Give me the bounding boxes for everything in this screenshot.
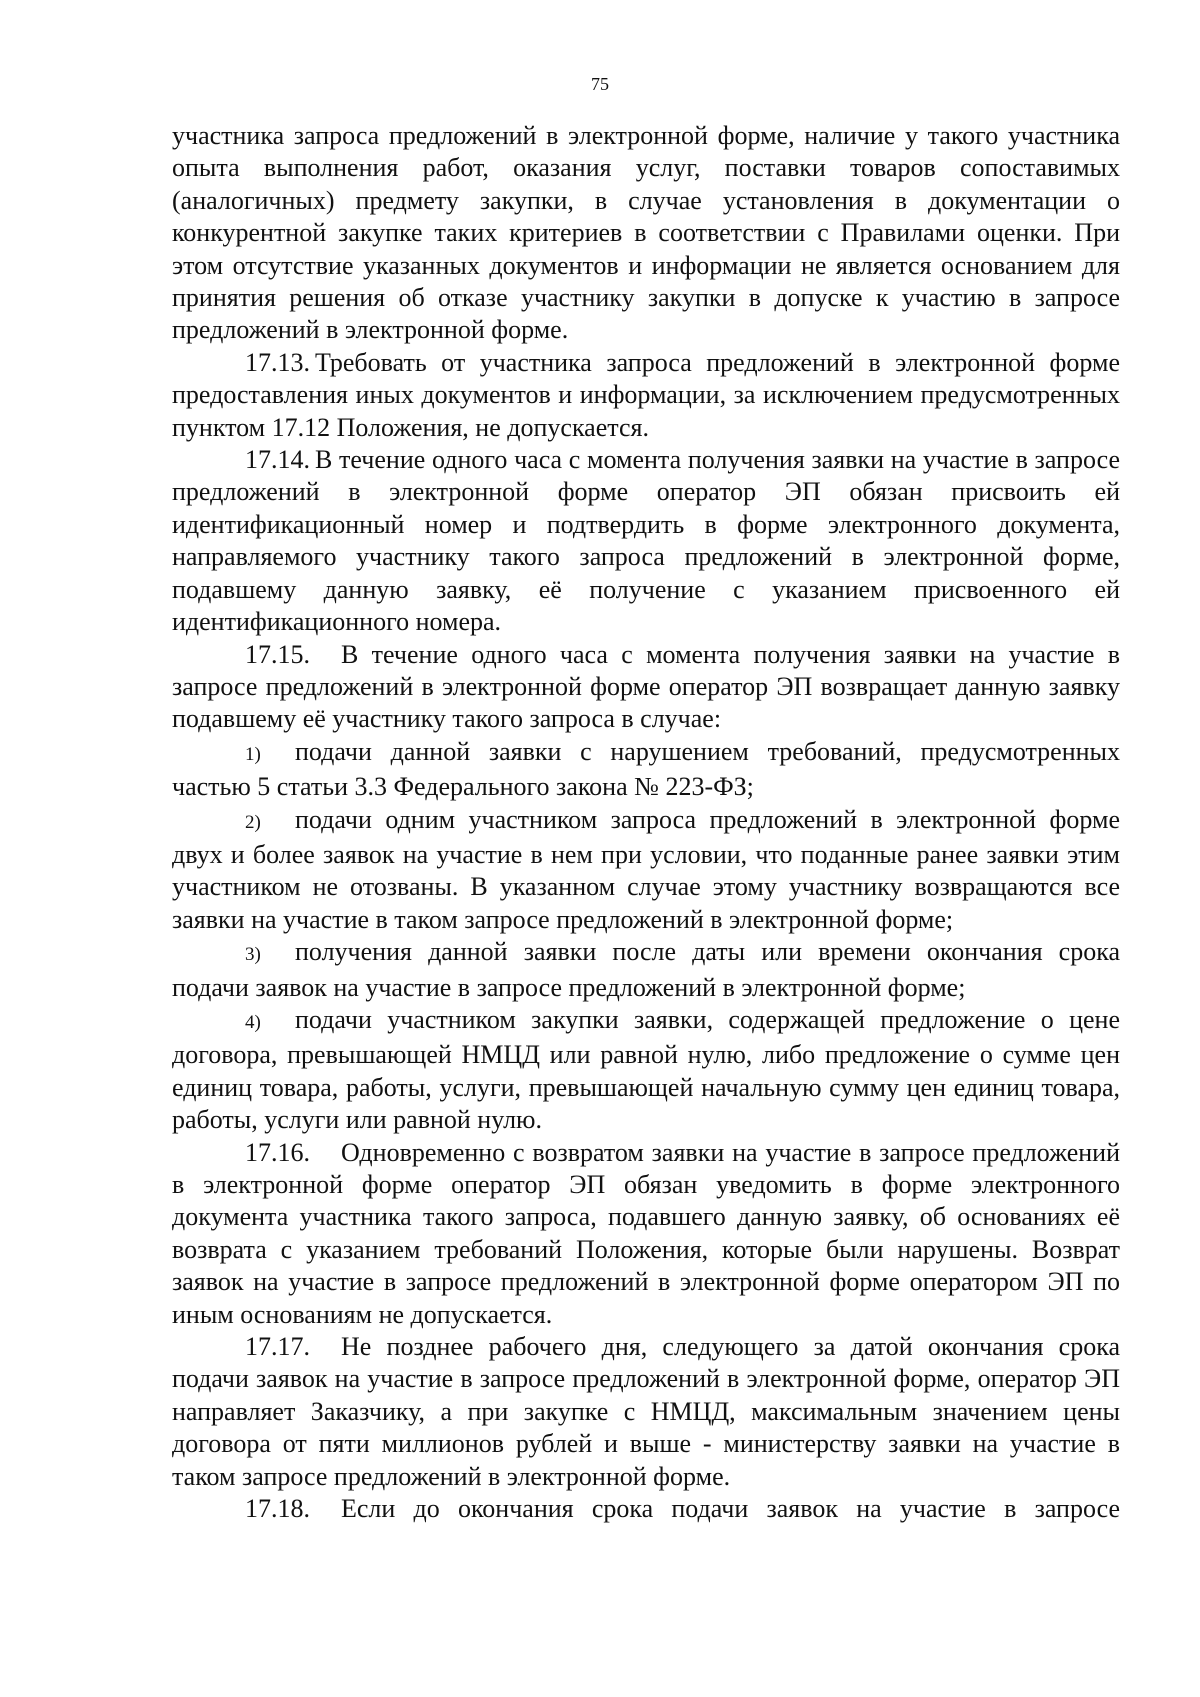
clause-text: В течение одного часа с момента получения заявки на участие в запросе предложений в электронной форме оператор ЭП возвращает данную заявку подавшему её участнику такого запроса в случае:: [172, 639, 1120, 734]
list-text: получения данной заявки после даты или времени окончания срока подачи заявок на участие в запросе предложений в электронной форме;: [172, 937, 1120, 1002]
clause-text: Не позднее рабочего дня, следующего за датой окончания срока подачи заявок на участие в запросе предложений в электронной форме, оператор ЭП направляет Заказчику, а при закупке с НМЦД, максимальным значением цены договора от пяти миллионов рублей и выше - министерству заявки на участие в таком запросе предложений в электронной форме.: [172, 1332, 1120, 1491]
clause-number: 17.16.: [245, 1137, 310, 1167]
clause-text: Если до окончания срока подачи заявок на участие в запросе: [341, 1494, 1120, 1524]
clause-17-18: [172, 1493, 1120, 1525]
list-text: подачи одним участником запроса предложений в электронной форме двух и более заявок на участие в нем при условии, что поданные ранее заявки этим участником не отозваны. В указанном случае этому участнику возвращаются все заявки на участие в таком запросе предложений в электронной форме;: [172, 804, 1120, 934]
clause-number: 17.15.: [245, 639, 310, 669]
paragraph-continuation: участника запроса предложений в электронной форме, наличие у такого участника опыта выполнения работ, оказания услуг, поставки товаров сопоставимых (аналогичных) предмету закупки, в случае установления в документации о конкурентной закупке таких критериев в соответствии с Правилами оценки. При этом отсутствие указанных документов и информации не является основанием для принятия решения об отказе участнику закупки в допуске к участию в запросе предложений в электронной форме.: [172, 121, 1120, 345]
list-number: 1): [245, 743, 261, 765]
page-number: 75: [591, 74, 609, 94]
list-number: 2): [245, 811, 261, 833]
clause-17-17: [172, 1331, 1120, 1493]
list-text: подачи данной заявки с нарушением требований, предусмотренных частью 5 статьи 3.3 Федерального закона № 223-ФЗ;: [172, 736, 1120, 802]
clause-17-13: [172, 347, 1120, 444]
list-item-1: [172, 736, 1120, 804]
list-text: подачи участником закупки заявки, содержащей предложение о цене договора, превышающей НМЦД или равной нулю, либо предложение о сумме цен единиц товара, работы, услуги, превышающей начальную сумму цен единиц товара, работы, услуги или равной нулю.: [172, 1004, 1120, 1135]
clause-number: 17.18.: [245, 1494, 310, 1524]
list-number: 3): [245, 944, 261, 966]
clause-17-16: [172, 1137, 1120, 1331]
clause-17-14: [172, 444, 1120, 638]
clause-text: Требовать от участника запроса предложений в электронной форме предоставления иных документов и информации, за исключением предусмотренных пунктом 17.12 Положения, не допускается.: [172, 347, 1120, 442]
document-body: [172, 120, 1120, 1525]
clause-number: 17.13.: [245, 347, 310, 377]
clause-text: Одновременно с возвратом заявки на участие в запросе предложений в электронной форме оператор ЭП обязан уведомить в форме электронного документа участника такого запроса, подавшего данную заявку, об основаниях её возврата с указанием требований Положения, которые были нарушены. Возврат заявок на участие в запросе предложений в электронной форме оператором ЭП по иным основаниям не допускается.: [172, 1137, 1120, 1329]
list-number: 4): [245, 1011, 261, 1033]
list-item-3: [172, 936, 1120, 1004]
clause-number: 17.17.: [245, 1332, 310, 1362]
clause-number: 17.14.: [245, 445, 310, 475]
clause-text: В течение одного часа с момента получения заявки на участие в запросе предложений в электронной форме оператор ЭП обязан присвоить ей идентификационный номер и подтвердить в форме электронного документа, направляемого участнику такого запроса предложений в электронной форме, подавшему данную заявку, её получение с указанием присвоенного ей идентификационного номера.: [172, 445, 1120, 637]
list-item-4: [172, 1004, 1120, 1137]
clause-17-15: [172, 639, 1120, 736]
list-item-2: [172, 804, 1120, 937]
